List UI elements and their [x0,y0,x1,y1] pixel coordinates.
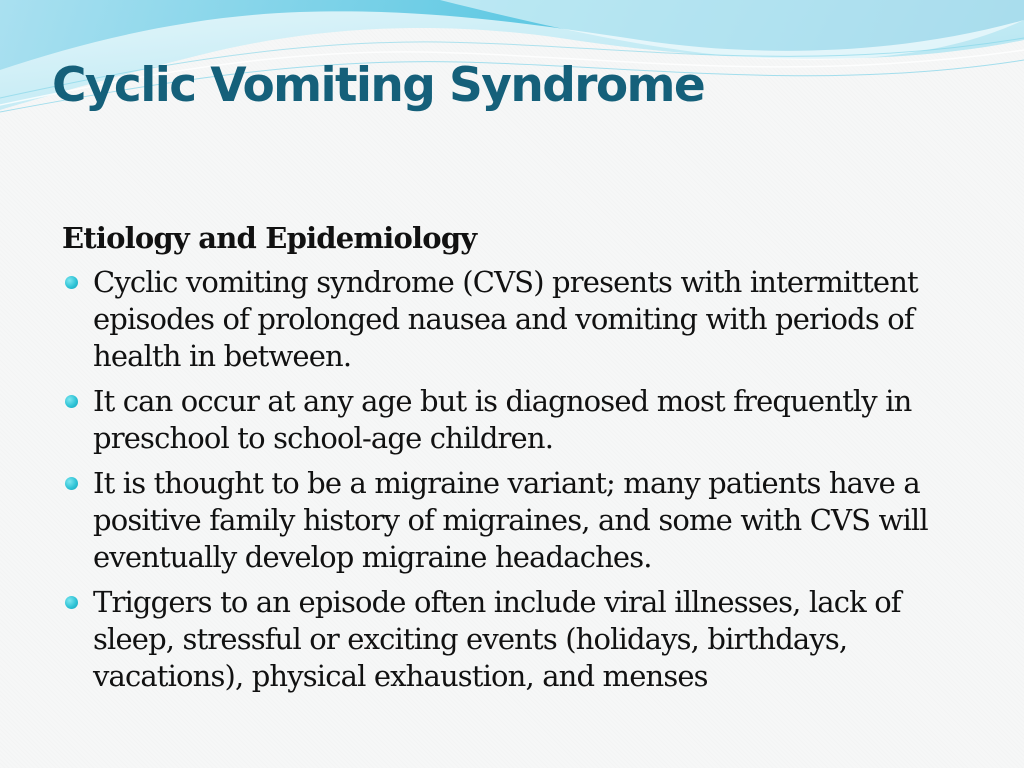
section-heading: Etiology and Epidemiology [62,221,477,255]
bullet-item [62,264,962,375]
bullet-dot-icon [65,477,78,490]
bullet-text: Cyclic vomiting syndrome (CVS) presents with intermittent episodes of prolonged nausea and vomiting with periods of health in between. [93,265,918,373]
bullet-text: It is thought to be a migraine variant; many patients have a positive family history of migraines, and some with CVS will eventually develop migraine headaches. [93,466,928,574]
bullet-item [62,383,962,457]
bullet-text: Triggers to an episode often include viral illnesses, lack of sleep, stressful or exciting events (holidays, birthdays, vacations), physical exhaustion, and menses [93,585,901,693]
bullet-item [62,584,962,695]
bullet-text: It can occur at any age but is diagnosed most frequently in preschool to school-age children. [93,384,912,455]
slide-title: Cyclic Vomiting Syndrome [52,58,705,113]
slide-content [62,218,962,703]
bullet-list [62,264,962,695]
bullet-dot-icon [65,596,78,609]
bullet-dot-icon [65,395,78,408]
bullet-item [62,465,962,576]
bullet-dot-icon [65,276,78,289]
